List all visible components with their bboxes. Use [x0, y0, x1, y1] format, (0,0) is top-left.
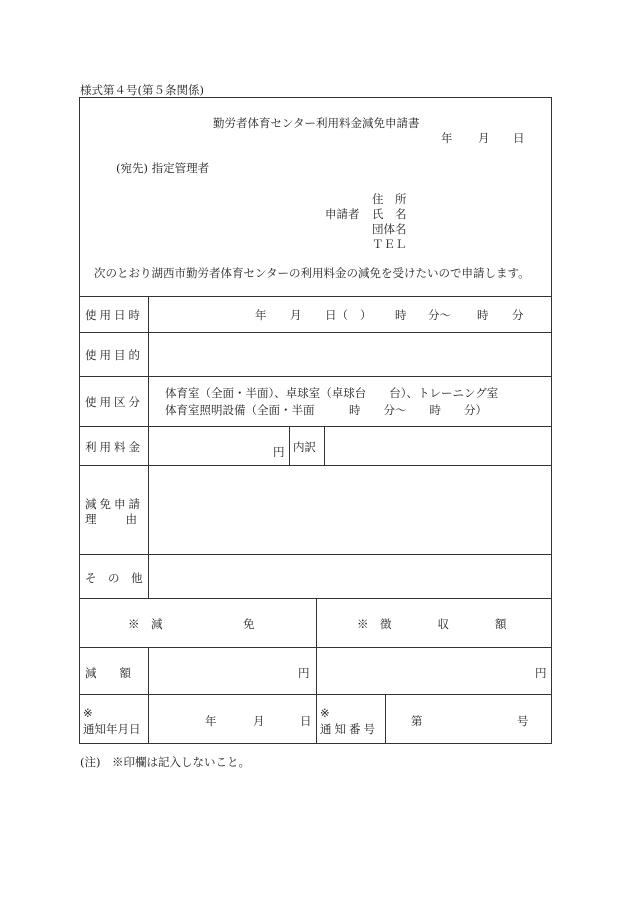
office-center-divider	[316, 598, 317, 743]
reduction-header: ※ 減 免	[128, 617, 255, 631]
row-divider-category	[79, 376, 552, 377]
usage-day-open: 日（	[325, 308, 348, 322]
fee-inner-divider-2	[324, 426, 325, 465]
notice-number-mark: ※	[320, 706, 330, 720]
notice-date-label: 通知年月日	[83, 722, 141, 736]
applicant-tel-label: ＴＥＬ	[372, 237, 407, 251]
notice-date-month: 月	[253, 714, 265, 728]
usage-year: 年	[255, 308, 267, 322]
collection-header: ※ 徴 収 額	[357, 617, 507, 631]
form-left-border	[79, 97, 80, 743]
applicant-group-label: 団体名	[372, 222, 407, 236]
other-label: そ の 他	[85, 571, 143, 585]
form-number: 様式第４号(第５条関係)	[80, 83, 204, 97]
footnote: (注) ※印欄は記入しないこと。	[80, 755, 250, 769]
row-divider-purpose	[79, 332, 552, 333]
form-title: 勤労者体育センター利用料金減免申請書	[213, 116, 420, 130]
reduced-amount-label: 減 額	[85, 666, 131, 680]
reason-label-line-1: 減免申請	[85, 497, 143, 511]
applicant-name-label: 氏 名	[372, 207, 407, 221]
usage-datetime-label: 使用日時	[85, 308, 143, 322]
usage-start-minute: 分〜	[428, 308, 451, 322]
notice-date-mark: ※	[83, 706, 93, 720]
category-label: 使用区分	[85, 395, 143, 409]
notice-number-divider	[385, 694, 386, 743]
addressee: (宛先) 指定管理者	[116, 161, 210, 175]
usage-end-minute: 分	[512, 308, 524, 322]
usage-weekday-close: ）	[360, 308, 372, 322]
fee-amount-field[interactable]	[150, 428, 288, 464]
reason-label-line-2: 理 由	[85, 512, 139, 526]
usage-start-hour: 時	[395, 308, 407, 322]
number-prefix: 第	[411, 714, 423, 728]
reason-field[interactable]	[150, 467, 550, 553]
number-suffix: 号	[517, 714, 529, 728]
fee-yen-unit: 円	[273, 445, 285, 459]
row-divider-fee	[79, 426, 552, 427]
notice-date-year: 年	[205, 714, 217, 728]
label-column-divider	[148, 296, 149, 598]
other-field[interactable]	[150, 556, 550, 597]
purpose-field[interactable]	[150, 334, 550, 375]
application-statement: 次のとおり湖西市勤労者体育センターの利用料金の減免を受けたいので申請します。	[94, 266, 530, 280]
fee-breakdown-label: 内訳	[293, 440, 316, 454]
usage-end-hour: 時	[477, 308, 489, 322]
applicant-label: 申請者	[325, 207, 360, 221]
row-divider-reason	[79, 465, 552, 466]
date-month: 月	[478, 131, 490, 145]
category-option-line-1: 体育室（全面・半面）、卓球室（卓球台 台）、トレーニング室	[165, 386, 499, 400]
reduced-yen-unit: 円	[298, 666, 310, 680]
row-divider-other	[79, 554, 552, 555]
form-bottom-border	[79, 743, 552, 744]
date-year: 年	[441, 131, 453, 145]
fee-label: 利用料金	[85, 440, 143, 454]
row-divider-datetime	[79, 296, 552, 297]
usage-month: 月	[290, 308, 302, 322]
purpose-label: 使用目的	[85, 348, 143, 362]
notice-number-label: 通知番号	[320, 722, 378, 736]
collection-yen-unit: 円	[535, 666, 547, 680]
applicant-address-label: 住 所	[372, 192, 407, 206]
form-top-border	[79, 97, 552, 98]
category-option-line-2: 体育室照明設備（全面・半面 時 分〜 時 分）	[165, 403, 487, 417]
fee-breakdown-field[interactable]	[326, 428, 550, 464]
notice-date-day: 日	[300, 714, 312, 728]
office-label-divider	[148, 647, 149, 743]
form-right-border	[551, 97, 552, 743]
fee-inner-divider-1	[289, 426, 290, 465]
date-day: 日	[513, 131, 525, 145]
